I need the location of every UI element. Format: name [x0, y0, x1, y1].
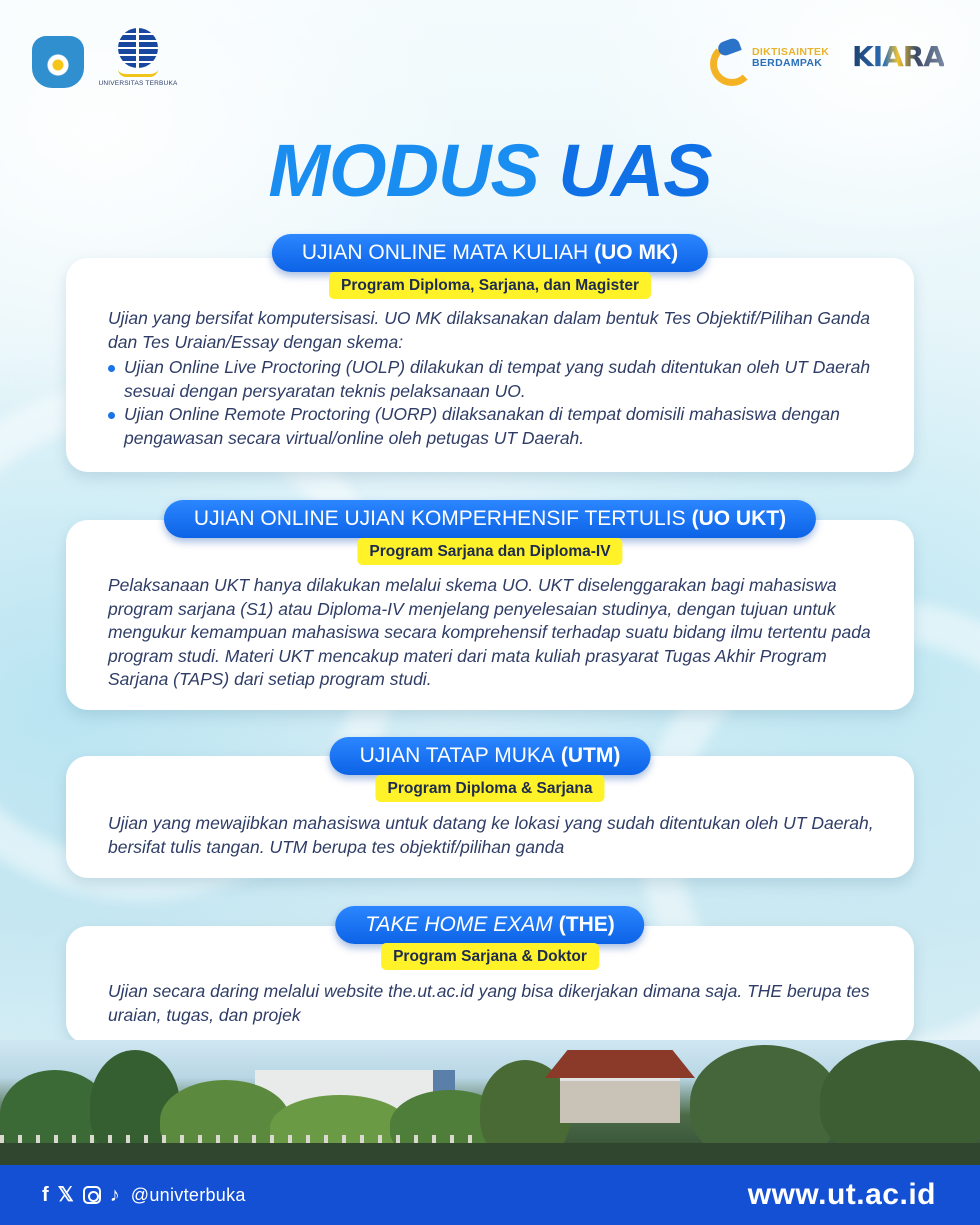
- open-book-icon: [118, 69, 158, 77]
- title-modus: MODUS: [268, 129, 559, 212]
- section-description: Ujian yang mewajibkan mahasiswa untuk datang ke lokasi yang sudah ditentukan oleh UT Daerah, bersifat tulis tangan. UTM berupa tes objektif/pilihan ganda: [108, 813, 874, 857]
- program-badge-the: Program Sarjana & Doktor: [381, 943, 599, 970]
- section-description: Ujian secara daring melalui website the.ut.ac.id yang bisa dikerjakan dimana saja. THE berupa tes uraian, tugas, dan projek: [108, 981, 870, 1025]
- diktisaintek-label: DIKTISAINTEK: [752, 45, 830, 58]
- section-heading-utm: [330, 737, 651, 775]
- person-swoosh-icon: [708, 38, 746, 78]
- social-handle[interactable]: @univterbuka: [130, 1184, 246, 1205]
- pavilion-roof: [545, 1050, 695, 1078]
- tree: [820, 1040, 980, 1160]
- section-body-utm: [108, 812, 884, 859]
- heading-abbr: (UTM): [560, 744, 621, 767]
- section-body-the: [108, 980, 884, 1027]
- tut-wuri-handayani-icon: [43, 47, 73, 77]
- campus-scenery-image: [0, 1040, 980, 1165]
- section-heading-uo-ukt: [164, 500, 816, 538]
- section-description: Pelaksanaan UKT hanya dilakukan melalui skema UO. UKT diselenggarakan bagi mahasiswa program sarjana (S1) atau Diploma-IV menjelang penyelesaian studinya, dengan tujuan untuk mengukur kemampuan mahasiswa secara komprehensif terhadap suatu bidang ilmu tertentu pada program studi. Materi UKT mencakup materi dari mata kuliah prasyarat Tugas Akhir Program Sarjana (TAPS) dari setiap program studi.: [108, 575, 871, 689]
- heading-text: UJIAN ONLINE MATA KULIAH: [301, 241, 589, 264]
- heading-abbr: (UO MK): [594, 241, 679, 264]
- kemendikbud-logo: [32, 36, 84, 88]
- social-links: [42, 1185, 246, 1206]
- scheme-item-uorp: Ujian Online Remote Proctoring (UORP) dilaksanakan di tempat domisili mahasiswa dengan pengawasan secara virtual/online oleh petugas UT Daerah.: [108, 403, 884, 450]
- program-badge-uo-ukt: Program Sarjana dan Diploma-IV: [357, 538, 622, 565]
- heading-text: UJIAN ONLINE UJIAN KOMPERHENSIF TERTULIS: [193, 507, 686, 530]
- instagram-icon[interactable]: [83, 1186, 101, 1204]
- universitas-terbuka-logo: [96, 28, 180, 87]
- berdampak-label: BERDAMPAK: [752, 57, 823, 69]
- heading-text: UJIAN TATAP MUKA: [359, 744, 555, 767]
- program-badge-utm: Program Diploma & Sarjana: [375, 775, 604, 802]
- lake: [0, 1143, 980, 1165]
- universitas-terbuka-label: UNIVERSITAS TERBUKA: [98, 80, 178, 87]
- section-heading-uo-mk: [272, 234, 708, 272]
- heading-text: TAKE HOME EXAM: [365, 913, 553, 936]
- section-body-uo-ukt: [108, 574, 884, 692]
- diktisaintek-berdampak-logo: [708, 38, 829, 78]
- website-link[interactable]: www.ut.ac.id: [747, 1178, 936, 1211]
- x-icon[interactable]: 𝕏: [57, 1184, 74, 1206]
- heading-abbr: (UO UKT): [691, 507, 787, 530]
- globe-icon: [118, 28, 158, 68]
- heading-abbr: (THE): [558, 913, 615, 936]
- page-title: [0, 128, 980, 213]
- footer-bar: [0, 1165, 980, 1225]
- section-description: Ujian yang bersifat komputersisasi. UO MK dilaksanakan dalam bentuk Tes Objektif/Pilihan Ganda dan Tes Uraian/Essay dengan skema:: [108, 308, 870, 352]
- section-body-uo-mk: [108, 307, 884, 450]
- section-heading-the: [335, 906, 644, 944]
- scheme-item-uolp: Ujian Online Live Proctoring (UOLP) dilakukan di tempat yang sudah ditentukan oleh UT Daerah sesuai dengan persyaratan teknis pelaksanaan UO.: [108, 356, 884, 403]
- facebook-icon[interactable]: f: [42, 1184, 49, 1206]
- pavilion: [560, 1078, 680, 1123]
- title-uas: UAS: [558, 129, 712, 212]
- kiara-logo: KIARA: [852, 40, 945, 73]
- tiktok-icon[interactable]: ♪: [109, 1184, 120, 1206]
- program-badge-uo-mk: Program Diploma, Sarjana, dan Magister: [329, 272, 651, 299]
- scheme-list: [108, 356, 884, 450]
